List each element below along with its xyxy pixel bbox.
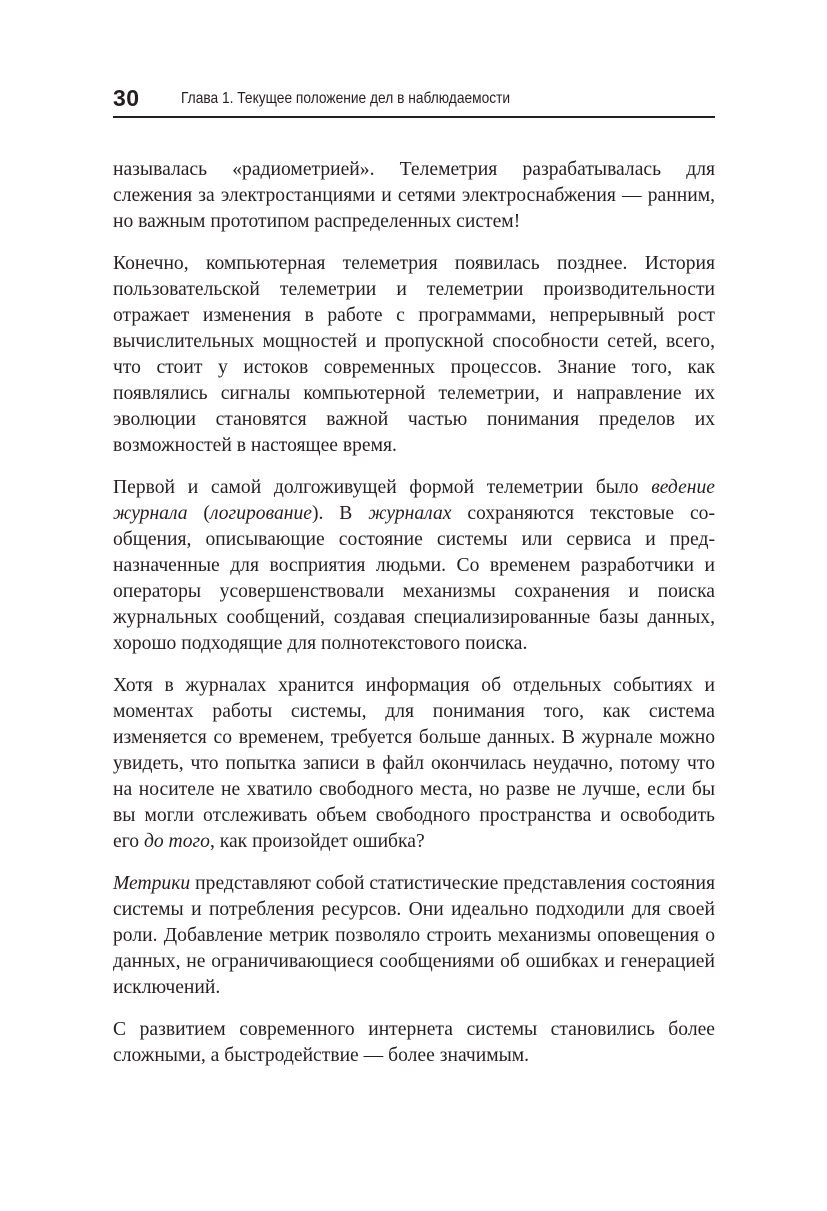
text-run: сохраняются текстовые сообщения, описывающие состояние системы или сервиса и предназначенные для восприятия людьми. Со временем разработчики и операторы усовершенствовали механизмы сохранения и поиска журнальных сообщений, создавая специализированные базы данных, хорошо подходящие для полнотекстового поиска. [113, 503, 715, 654]
text-run: Конечно, компьютерная телеметрия появилась позднее. История пользовательской телеметрии и телеметрии производительности отражает изменения в работе с программами, непрерывный рост вычислительных мощностей и пропускной способности сетей, всего, что стоит у истоков современных процессов. Знание того, как появлялись сигналы компьютерной телеметрии, и направление их эволюции становятся важной частью понимания пределов их возможностей в настоящее время. [113, 253, 715, 456]
paragraph [113, 871, 715, 1001]
text-run: называлась «радиометрией». Телеметрия разрабатывалась для слежения за электростанциями и сетями электроснабжения — ранним, но важным прототипом распределенных систем! [113, 159, 715, 232]
page-number: 30 [113, 85, 140, 111]
italic-term: журналах [368, 503, 452, 524]
paragraph [113, 1017, 715, 1069]
chapter-title: Глава 1. Текущее положение дел в наблюдаемости [181, 90, 511, 107]
text-run: ( [187, 503, 210, 524]
italic-term: до того [143, 831, 210, 852]
text-run: представляют собой статистические представления состояния системы и потребления ресурсов. Они идеально подходили для своей роли. Добавление метрик позволяло строить механизмы оповещения о данных, не ограничивающиеся сообщениями об ошибках и генерацией исключений. [113, 873, 715, 998]
running-head [113, 84, 715, 118]
italic-term: логирование [209, 503, 312, 524]
italic-term: Метрики [113, 873, 191, 894]
paragraph [113, 251, 715, 459]
body-text [113, 157, 715, 1069]
text-run: , как произойдет ошибка? [209, 831, 425, 852]
text-run: ). В [311, 503, 369, 524]
italic-term: ведение журнала [113, 477, 715, 524]
text-run: Первой и самой долгоживущей формой телеметрии было [113, 477, 652, 498]
text-run: Хотя в журналах хранится информация об отдельных событиях и моментах работы системы, для понимания того, как система изменяется со временем, требуется больше данных. В журнале можно увидеть, что попытка записи в файл окончилась неудачно, потому что на носителе не хватило свободного места, но разве не лучше, если бы вы могли отслеживать объем свободного пространства и освободить его [113, 675, 715, 852]
paragraph [113, 673, 715, 855]
book-page [113, 0, 715, 1211]
paragraph [113, 157, 715, 235]
text-run: С развитием современного интернета системы становились более сложными, а быстродействие — более значимым. [113, 1019, 715, 1066]
paragraph [113, 475, 715, 657]
